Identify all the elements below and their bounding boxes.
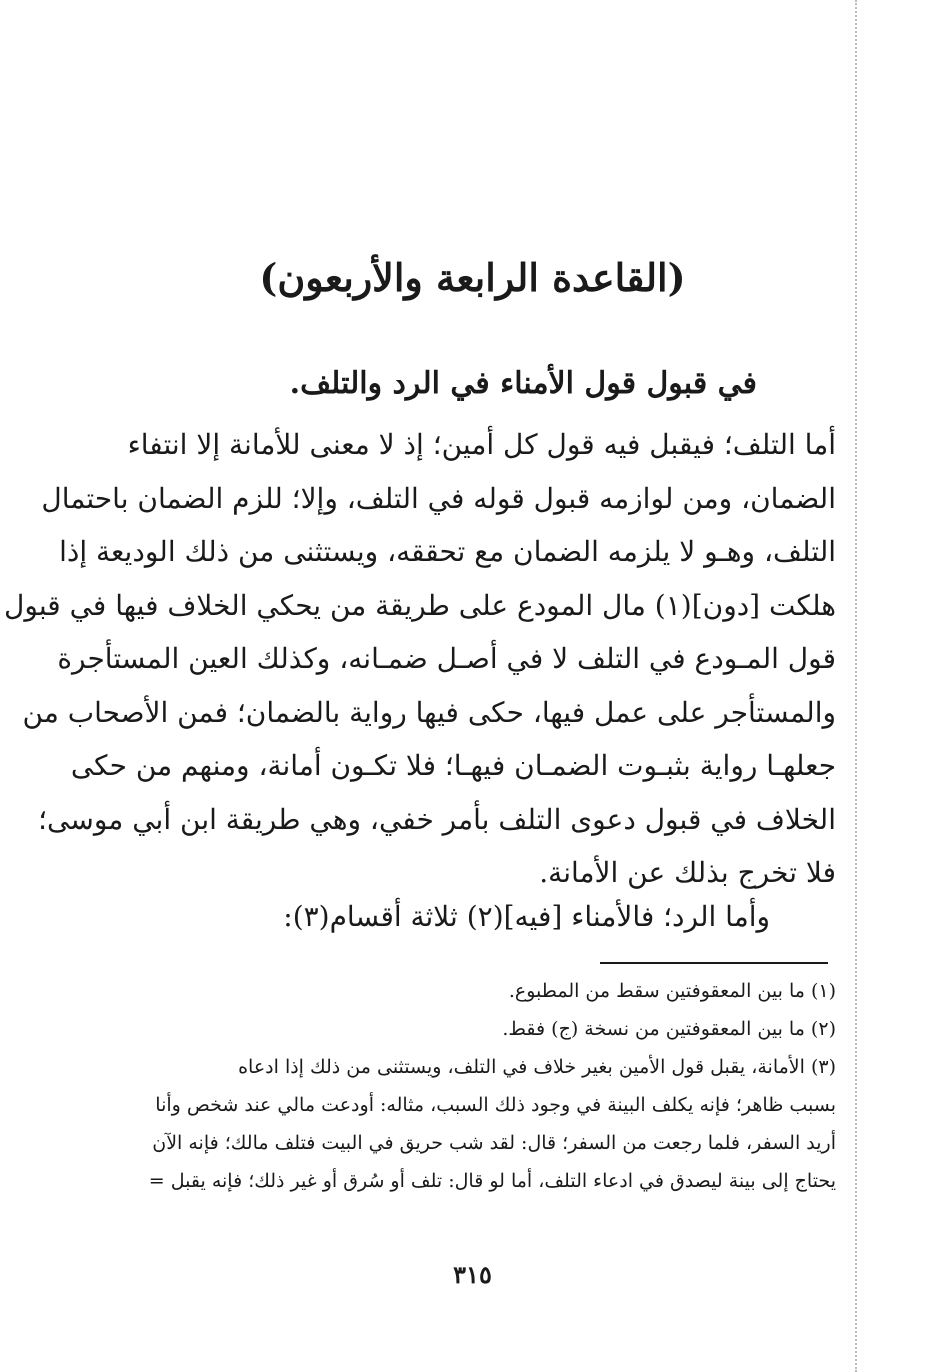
rule-title: (القاعدة الرابعة والأربعون) xyxy=(259,255,686,300)
body-line: قول المـودع في التلف لا في أصـل ضمـانه، وكذلك العين المستأجرة xyxy=(57,642,836,675)
footnote-3-continued: بسبب ظاهر؛ فإنه يكلف البينة في وجود ذلك السبب، مثاله: أودعت مالي عند شخص وأنا xyxy=(155,1094,836,1116)
body-line: والمستأجر على عمل فيها، حكى فيها رواية بالضمان؛ فمن الأصحاب من xyxy=(22,695,836,729)
footnotes xyxy=(100,972,836,1200)
body-line: جعلهـا رواية بثبـوت الضمـان فيهـا؛ فلا تكـون أمانة، ومنهم من حكى xyxy=(70,749,836,782)
footnote-3-continued: أريد السفر، فلما رجعت من السفر؛ قال: لقد شب حريق في البيت فتلف مالك؛ فإنه الآن xyxy=(152,1132,836,1154)
rule-subtitle: في قبول قول الأمناء في الرد والتلف. xyxy=(289,366,757,401)
footnote-2: (٢) ما بين المعقوفتين من نسخة (ج) فقط. xyxy=(502,1018,836,1040)
page-number: ٣١٥ xyxy=(453,1260,492,1289)
body-line: الضمان، ومن لوازمه قبول قوله في التلف، وإلا؛ للزم الضمان باحتمال xyxy=(41,481,836,515)
footnote-1: (١) ما بين المعقوفتين سقط من المطبوع. xyxy=(508,980,836,1002)
footnote-separator xyxy=(600,962,828,964)
second-paragraph: وأما الرد؛ فالأمناء [فيه](٢) ثلاثة أقسام(٣): xyxy=(283,900,770,933)
body-line: هلكت [دون](١) مال المودع على طريقة من يحكي الخلاف فيها في قبول xyxy=(4,588,836,622)
page-edge-dotted-line xyxy=(855,0,857,1372)
footnote-3: (٣) الأمانة، يقبل قول الأمين بغير خلاف في التلف، ويستثنى من ذلك إذا ادعاه xyxy=(238,1056,836,1078)
main-paragraph xyxy=(4,418,836,900)
body-line: أما التلف؛ فيقبل فيه قول كل أمين؛ إذ لا معنى للأمانة إلا انتفاء xyxy=(127,428,836,461)
body-line: التلف، وهـو لا يلزمه الضمان مع تحققه، ويستثنى من ذلك الوديعة إذا xyxy=(59,535,836,568)
body-line: فلا تخرج بذلك عن الأمانة. xyxy=(539,856,836,889)
body-line: الخلاف في قبول دعوى التلف بأمر خفي، وهي طريقة ابن أبي موسى؛ xyxy=(38,802,836,836)
footnote-3-continued: يحتاج إلى بينة ليصدق في ادعاء التلف، أما لو قال: تلف أو سُرق أو غير ذلك؛ فإنه يقبل = xyxy=(148,1170,836,1192)
